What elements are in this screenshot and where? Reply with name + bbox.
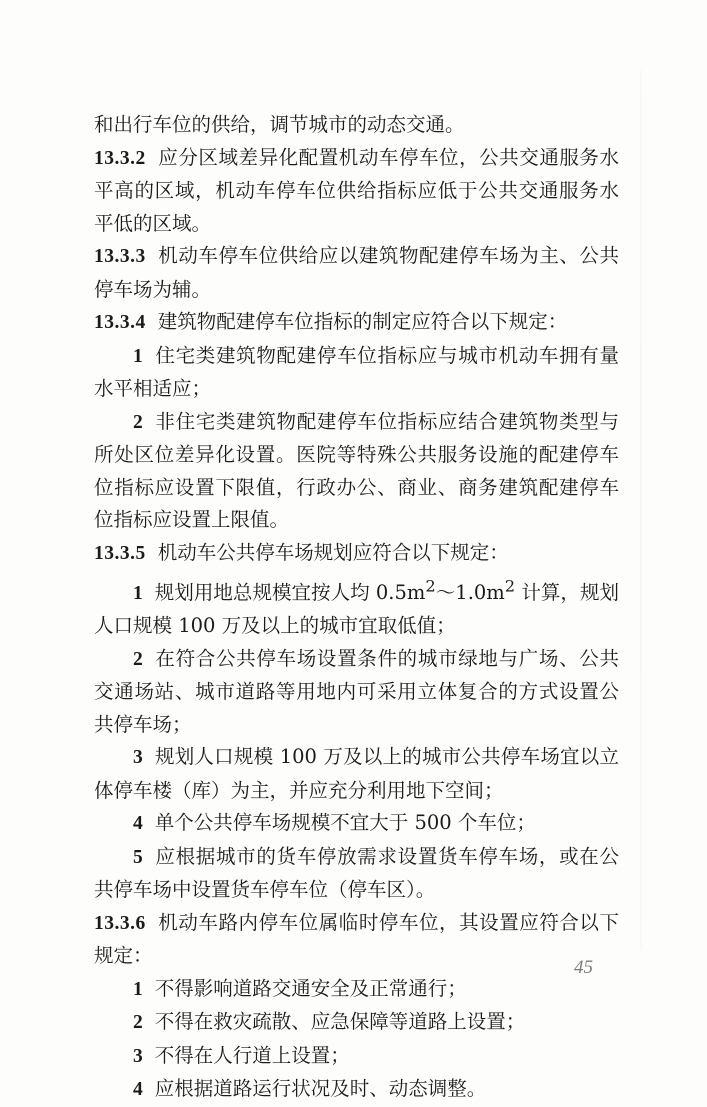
item-number: 2 [133,648,143,670]
item-text: 规划用地总规模宜按人均 $0.5m^2\sim 1.0m^2$ 计算，规划人口规模 100 万及以上的城市宜取低值； [94,576,619,637]
clause-text: 应分区域差异化配置机动车停车位，公共交通服务水平高的区域，机动车停车位供给指标应低于公共交通服务水平低的区域。 [94,145,619,235]
list-item [94,973,619,1007]
clause-13-3-6 [94,907,619,973]
item-number: 3 [133,747,143,768]
item-text: 规划人口规模 100 万及以上的城市公共停车场宜以立体停车楼（库）为主，并应充分利用地下空间； [94,745,619,802]
clause-number: 13.3.6 [94,912,146,934]
item-text: 住宅类建筑物配建停车位指标应与城市机动车拥有量水平相适应； [94,343,619,400]
clause-text: 建筑物配建停车位指标的制定应符合以下规定： [157,310,568,333]
clause-text: 机动车停车位供给应以建筑物配建停车场为主、公共停车场为辅。 [94,244,619,301]
list-item [94,406,619,537]
list-item [94,570,619,643]
clause-13-3-4 [94,306,619,340]
item-number: 5 [133,846,143,868]
list-item [94,643,619,742]
list-item [94,807,619,841]
clause-text: 机动车公共停车场规划应符合以下规定： [157,540,509,564]
clause-13-3-3 [94,240,619,306]
item-number: 2 [133,411,143,433]
clause-number: 13.3.5 [94,542,146,564]
clause-13-3-5 [94,537,619,571]
item-number: 3 [133,1045,143,1067]
list-item [94,741,619,807]
page-number: 45 [574,957,593,978]
list-item [94,1040,619,1074]
item-number: 4 [133,813,143,834]
clause-13-3-2 [94,142,619,241]
item-number: 4 [133,1079,143,1100]
list-item [94,1073,619,1107]
body-text [94,109,619,1107]
item-text: 非住宅类建筑物配建停车位指标应结合建筑物类型与所处区位差异化设置。医院等特殊公共服务设施的配建停车位指标应设置下限值，行政办公、商业、商务建筑配建停车位指标应设置上限值。 [94,409,619,531]
item-number: 1 [133,582,143,604]
clause-number: 13.3.3 [94,246,146,267]
item-text: 单个公共停车场规模不宜大于 500 个车位； [154,811,536,834]
list-item [94,841,619,907]
item-number: 1 [133,345,143,367]
item-text: 不得在救灾疏散、应急保障等道路上设置； [154,1010,526,1033]
item-text: 应根据城市的货车停放需求设置货车停车场，或在公共停车场中设置货车停车位（停车区）。 [94,844,619,901]
continued-paragraph: 和出行车位的供给，调节城市的动态交通。 [94,113,465,136]
clause-text: 机动车路内停车位属临时停车位，其设置应符合以下规定： [94,910,619,967]
clause-number: 13.3.4 [94,312,146,333]
item-text: 在符合公共停车场设置条件的城市绿地与广场、公共交通场站、城市道路等用地内可采用立体复合的方式设置公共停车场； [94,646,619,736]
clause-number: 13.3.2 [94,147,146,169]
list-item [94,1006,619,1040]
item-text: 应根据道路运行状况及时、动态调整。 [154,1077,487,1100]
item-number: 1 [133,978,143,1000]
scan-shadow [640,70,642,950]
item-text: 不得影响道路交通安全及正常通行； [154,976,467,1000]
list-item [94,340,619,406]
item-text: 不得在人行道上设置； [154,1043,350,1067]
item-number: 2 [133,1012,143,1033]
